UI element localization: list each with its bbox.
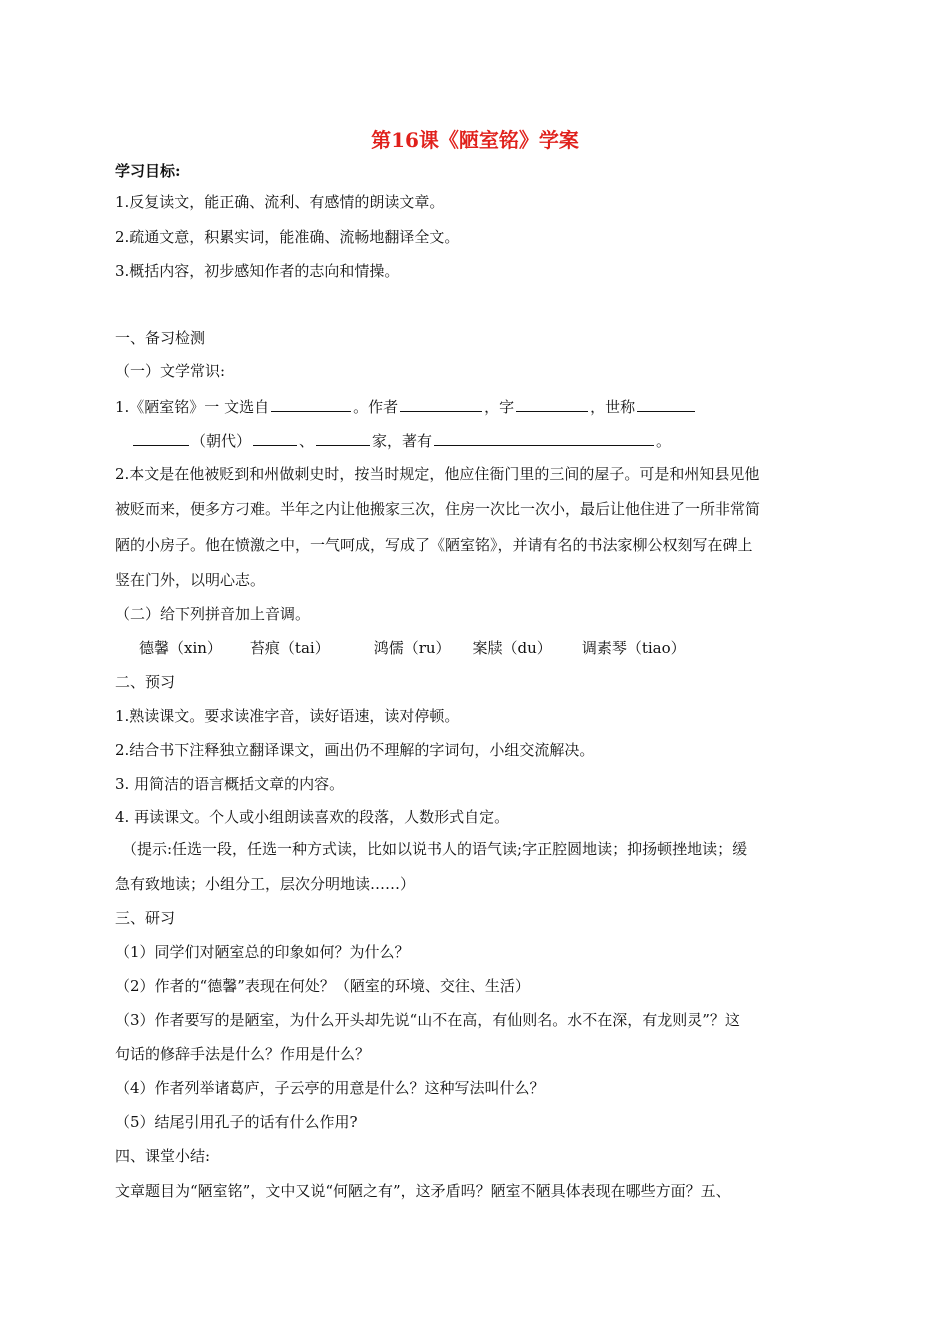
pinyin-item: 鸿儒（ru） bbox=[373, 639, 451, 657]
study-question-4: （4）作者列举诸葛庐，子云亭的用意是什么？这种写法叫什么？ bbox=[115, 1079, 545, 1097]
pinyin-heading: （二）给下列拼音加上音调。 bbox=[115, 605, 311, 623]
pinyin-list bbox=[139, 638, 686, 658]
objective-1: 1.反复读文，能正确、流利、有感情的朗读文章。 bbox=[115, 193, 445, 211]
q1-text-b: 。作者 bbox=[353, 398, 399, 416]
study-question-5: （5）结尾引用孔子的话有什么作用? bbox=[115, 1113, 358, 1131]
blank-identity[interactable] bbox=[316, 429, 370, 446]
preview-item-4: 4. 再读课文。个人或小组朗读喜欢的段落，人数形式自定。 bbox=[115, 808, 510, 826]
q1-text-e: （朝代） bbox=[191, 432, 252, 450]
background-para-line-1: 2.本文是在他被贬到和州做刺史时，按当时规定，他应住衙门里的三间的屋子。可是和州知县见他 bbox=[115, 465, 760, 483]
objectives-heading: 学习目标: bbox=[115, 162, 181, 180]
blank-dynasty[interactable] bbox=[253, 429, 297, 446]
summary-text: 文章题目为“陋室铭”，文中又说“何陋之有”，这矛盾吗？陋室不陋具体表现在哪些方面？五、 bbox=[115, 1182, 731, 1200]
background-para-line-3: 陋的小房子。他在愤激之中，一气呵成，写成了《陋室铭》，并请有名的书法家柳公权刻写在碑上 bbox=[115, 536, 753, 554]
objective-2: 2.疏通文意，积累实词，能准确、流畅地翻译全文。 bbox=[115, 228, 460, 246]
q1-text-g: 家，著有 bbox=[372, 432, 433, 450]
pinyin-item: 案牍（du） bbox=[472, 639, 552, 657]
blank-source[interactable] bbox=[271, 395, 351, 412]
blank-courtesy-name[interactable] bbox=[516, 395, 588, 412]
pinyin-item: 苔痕（tai） bbox=[249, 639, 330, 657]
objective-3: 3.概括内容，初步感知作者的志向和情操。 bbox=[115, 262, 400, 280]
blank-title-1[interactable] bbox=[637, 395, 695, 412]
background-para-line-2: 被贬而来，便多方刁难。半年之内让他搬家三次，住房一次比一次小，最后让他住进了一所非常简 bbox=[115, 500, 761, 518]
q1-text-d: ，世称 bbox=[590, 398, 636, 416]
preview-item-1: 1.熟读课文。要求读准字音，读好语速，读对停顿。 bbox=[115, 707, 460, 725]
section1-heading: 一、备习检测 bbox=[115, 329, 206, 347]
study-question-2: （2）作者的“德馨”表现在何处？（陋室的环境、交往、生活） bbox=[115, 977, 530, 995]
q1-text-a: 1.《陋室铭》一 文选自 bbox=[115, 398, 270, 416]
section3-heading: 三、研习 bbox=[115, 909, 176, 927]
fill-blank-line-2 bbox=[131, 429, 671, 451]
study-question-3-line-1: （3）作者要写的是陋室，为什么开头却先说“山不在高，有仙则名。水不在深，有龙则灵”？这 bbox=[115, 1011, 740, 1029]
preview-item-3: 3. 用简洁的语言概括文章的内容。 bbox=[115, 775, 345, 793]
literary-knowledge-heading: （一）文学常识: bbox=[115, 362, 226, 380]
document-title: 第16课《陋室铭》学案 bbox=[371, 128, 579, 152]
study-question-3-line-2: 句话的修辞手法是什么？作用是什么？ bbox=[115, 1045, 371, 1063]
q1-text-h: 。 bbox=[656, 432, 672, 450]
study-question-1: （1）同学们对陋室总的印象如何？为什么？ bbox=[115, 943, 410, 961]
section4-heading: 四、课堂小结: bbox=[115, 1147, 211, 1165]
hint-line-1: （提示:任选一段，任选一种方式读，比如以说书人的语气读;字正腔圆地读；抑扬顿挫地读；缓 bbox=[122, 840, 748, 858]
section2-heading: 二、预习 bbox=[115, 673, 176, 691]
pinyin-item: 调素琴（tiao） bbox=[581, 639, 686, 657]
hint-line-2: 急有致地读；小组分工，层次分明地读……） bbox=[115, 875, 416, 893]
blank-works[interactable] bbox=[434, 429, 654, 446]
q1-text-f: 、 bbox=[299, 432, 315, 450]
fill-blank-line-1 bbox=[115, 395, 697, 417]
background-para-line-4: 竖在门外，以明心志。 bbox=[115, 571, 266, 589]
pinyin-item: 德馨（xin） bbox=[139, 639, 222, 657]
blank-author[interactable] bbox=[400, 395, 482, 412]
q1-text-c: ，字 bbox=[484, 398, 515, 416]
blank-title-2[interactable] bbox=[133, 429, 189, 446]
preview-item-2: 2.结合书下注释独立翻译课文，画出仍不理解的字词句，小组交流解决。 bbox=[115, 741, 595, 759]
